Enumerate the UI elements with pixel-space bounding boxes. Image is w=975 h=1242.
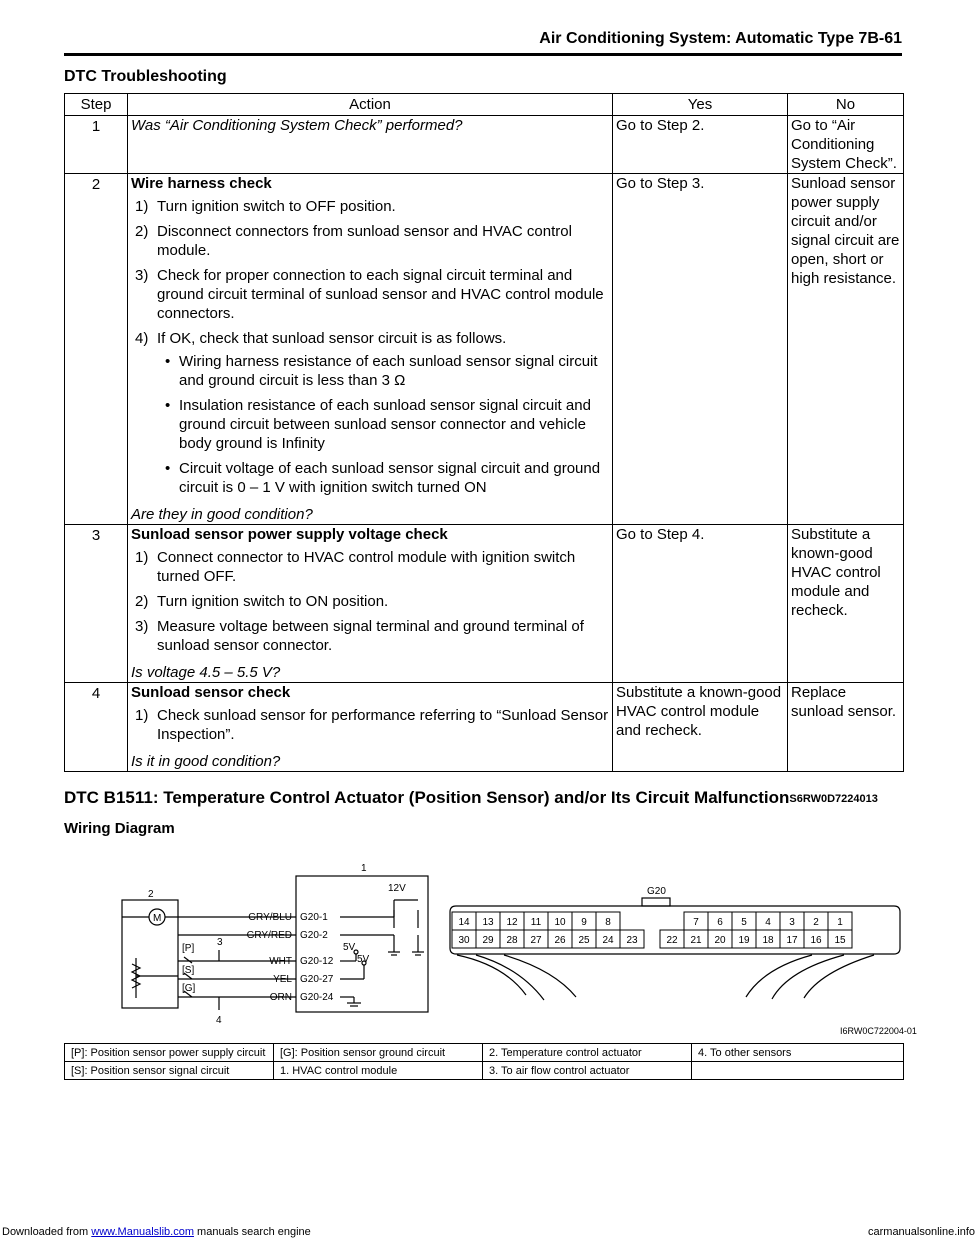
wire-terminal: G20-24 xyxy=(300,992,334,1003)
connector-pin-number: 27 xyxy=(530,935,542,946)
list-item: 1) Turn ignition switch to OFF position. xyxy=(135,198,396,215)
wire-color: GRY/RED xyxy=(246,930,292,941)
step-no: Replace sunload sensor. xyxy=(788,683,904,772)
bullet-item: • Wiring harness resistance of each sunload sensor signal circuit and ground circuit is less than 3 Ω xyxy=(157,352,609,390)
label-5v-a: 5V xyxy=(343,942,356,953)
table-header-row xyxy=(65,94,904,116)
connector-pin-number: 21 xyxy=(690,935,702,946)
manualslib-link[interactable]: www.Manualslib.com xyxy=(91,1226,194,1238)
list-item: 2) Turn ignition switch to ON position. xyxy=(135,593,389,610)
connector-pin-number: 28 xyxy=(506,935,518,946)
footer-left-text: Downloaded from xyxy=(2,1226,92,1238)
step-question: Is it in good condition? xyxy=(131,753,281,770)
table-row xyxy=(65,116,904,174)
header-rule xyxy=(64,53,902,56)
legend-cell: 3. To air flow control actuator xyxy=(483,1062,692,1080)
legend-cell: 2. Temperature control actuator xyxy=(483,1044,692,1062)
connector-pin-number: 30 xyxy=(458,935,470,946)
label-other-sensors-number: 4 xyxy=(216,1015,222,1026)
wire-terminal: G20-1 xyxy=(300,912,328,923)
troubleshooting-table xyxy=(64,93,904,772)
connector-pin-number: 25 xyxy=(578,935,590,946)
step-no: Substitute a known-good HVAC control module and recheck. xyxy=(788,525,904,683)
step-action xyxy=(128,525,613,683)
connector-pin-number: 12 xyxy=(506,917,518,928)
connector-pin-number: 19 xyxy=(738,935,750,946)
connector-pin-number: 3 xyxy=(789,917,795,928)
page-footer xyxy=(2,1226,975,1238)
label-g: [G] xyxy=(182,983,196,994)
connector-pin-number: 8 xyxy=(605,917,611,928)
connector-pin-number: 10 xyxy=(554,917,566,928)
header-step: Step xyxy=(65,94,128,116)
bullet-list xyxy=(157,352,609,497)
diagram-image-id: I6RW0C722004-01 xyxy=(840,1026,917,1036)
legend-cell: [G]: Position sensor ground circuit xyxy=(274,1044,483,1062)
step-yes: Go to Step 3. xyxy=(613,174,788,525)
label-12v: 12V xyxy=(388,883,406,894)
step-question: Was “Air Conditioning System Check” performed? xyxy=(131,117,463,134)
section-code: S6RW0D7224013 xyxy=(789,793,878,805)
label-hvac-control-module-number: 1 xyxy=(361,863,367,874)
connector-pin-number: 17 xyxy=(786,935,798,946)
connector-pin-number: 16 xyxy=(810,935,822,946)
wire-color: WHT xyxy=(269,956,292,967)
connector-pin-number: 24 xyxy=(602,935,614,946)
step-no: Sunload sensor power supply circuit and/or signal circuit are open, short or high resistance. xyxy=(788,174,904,525)
list-item: 1) Connect connector to HVAC control module with ignition switch turned OFF. xyxy=(135,549,576,585)
wire-color: ORN xyxy=(269,992,292,1003)
legend-cell: [P]: Position sensor power supply circuit xyxy=(65,1044,274,1062)
step-list xyxy=(131,197,609,497)
list-item: 3) Check for proper connection to each signal circuit terminal and ground circuit terminal of sunload sensor and HVAC control module connectors. xyxy=(135,267,604,322)
step-list xyxy=(131,548,609,655)
connector-pin-number: 13 xyxy=(482,917,494,928)
legend-cell xyxy=(692,1062,904,1080)
step-question: Are they in good condition? xyxy=(131,506,313,523)
connector-pin-number: 15 xyxy=(834,935,846,946)
wire-terminal: G20-27 xyxy=(300,974,334,985)
step-question: Is voltage 4.5 – 5.5 V? xyxy=(131,664,281,681)
header-action: Action xyxy=(128,94,613,116)
wire-terminal: G20-2 xyxy=(300,930,328,941)
legend-cell: 1. HVAC control module xyxy=(274,1062,483,1080)
connector-pin-number: 5 xyxy=(741,917,747,928)
connector-pin-number: 2 xyxy=(813,917,819,928)
step-number: 3 xyxy=(65,525,128,683)
list-item: 4) If OK, check that sunload sensor circuit is as follows. • Wiring harness resistance of each sunload sensor signal circuit and ground circuit is less than 3 Ω • Insulation resistance of each sunload sensor signal circuit and ground circuit between sunload sensor connector and vehicle body ground is Infinity • Circuit voltage of each sunload sensor signal circuit and ground circuit is 0 – 1 V with ignition switch turned ON xyxy=(131,329,609,497)
footer-watermark: carmanualsonline.info xyxy=(868,1226,975,1238)
connector-pin-number: 18 xyxy=(762,935,774,946)
legend-cell: 4. To other sensors xyxy=(692,1044,904,1062)
list-item: 2) Disconnect connectors from sunload sensor and HVAC control module. xyxy=(135,223,572,259)
connector-pin-number: 29 xyxy=(482,935,494,946)
connector-pin-number: 9 xyxy=(581,917,587,928)
table-row xyxy=(65,683,904,772)
section-title-wiring-diagram: Wiring Diagram xyxy=(64,820,175,837)
connector-pin-number: 6 xyxy=(717,917,723,928)
wire-color: GRY/BLU xyxy=(248,912,292,923)
step-action xyxy=(128,116,613,174)
motor-icon: M xyxy=(153,913,162,924)
header-yes: Yes xyxy=(613,94,788,116)
step-number: 2 xyxy=(65,174,128,525)
step-yes: Go to Step 2. xyxy=(613,116,788,174)
legend-row xyxy=(65,1044,904,1062)
header-no: No xyxy=(788,94,904,116)
connector-pin-number: 20 xyxy=(714,935,726,946)
label-air-flow-actuator-number: 3 xyxy=(217,937,223,948)
page-header: Air Conditioning System: Automatic Type 7B-61 xyxy=(539,30,902,47)
step-action xyxy=(128,174,613,525)
connector-pin-number: 4 xyxy=(765,917,771,928)
step-title: Sunload sensor power supply voltage check xyxy=(131,526,448,543)
diagram-legend xyxy=(64,1043,904,1080)
step-title: Wire harness check xyxy=(131,175,272,192)
step-no: Go to “Air Conditioning System Check”. xyxy=(788,116,904,174)
bullet-item: • Insulation resistance of each sunload sensor signal circuit and ground circuit between sunload sensor connector and vehicle body ground is Infinity xyxy=(157,396,609,453)
footer-middle-text: manuals search engine xyxy=(193,1226,311,1238)
label-temperature-actuator-number: 2 xyxy=(148,889,154,900)
connector-pin-number: 1 xyxy=(837,917,843,928)
wire-color: YEL xyxy=(273,974,292,985)
section-title-dtc-troubleshooting: DTC Troubleshooting xyxy=(64,68,227,85)
label-p: [P] xyxy=(182,943,195,954)
connector-pin-number: 14 xyxy=(458,917,470,928)
connector-pin-number: 23 xyxy=(626,935,638,946)
table-row xyxy=(65,525,904,683)
legend-cell: [S]: Position sensor signal circuit xyxy=(65,1062,274,1080)
list-item: 1) Check sunload sensor for performance referring to “Sunload Sensor Inspection”. xyxy=(135,707,609,743)
label-s: [S] xyxy=(182,965,195,976)
connector-pin-number: 7 xyxy=(693,917,699,928)
list-item: 3) Measure voltage between signal terminal and ground terminal of sunload sensor connector. xyxy=(135,618,584,654)
bullet-item: • Circuit voltage of each sunload sensor signal circuit and ground circuit is 0 – 1 V with ignition switch turned ON xyxy=(157,459,609,497)
step-number: 1 xyxy=(65,116,128,174)
step-action xyxy=(128,683,613,772)
step-title: Sunload sensor check xyxy=(131,684,291,701)
step-list xyxy=(131,706,609,744)
connector-pin-number: 22 xyxy=(666,935,678,946)
step-yes: Substitute a known-good HVAC control module and recheck. xyxy=(613,683,788,772)
wire-terminal: G20-12 xyxy=(300,956,334,967)
step-yes: Go to Step 4. xyxy=(613,525,788,683)
table-row xyxy=(65,174,904,525)
label-5v-b: 5V xyxy=(357,954,370,965)
wiring-diagram xyxy=(64,860,917,1040)
legend-row xyxy=(65,1062,904,1080)
connector-pin-number: 26 xyxy=(554,935,566,946)
connector-pin-number: 11 xyxy=(530,917,542,928)
label-connector-g20: G20 xyxy=(647,886,666,897)
section-title-dtc-b1511: DTC B1511: Temperature Control Actuator (Position Sensor) and/or Its Circuit MalfunctionS6RW0D7224013 xyxy=(64,788,878,807)
step-number: 4 xyxy=(65,683,128,772)
